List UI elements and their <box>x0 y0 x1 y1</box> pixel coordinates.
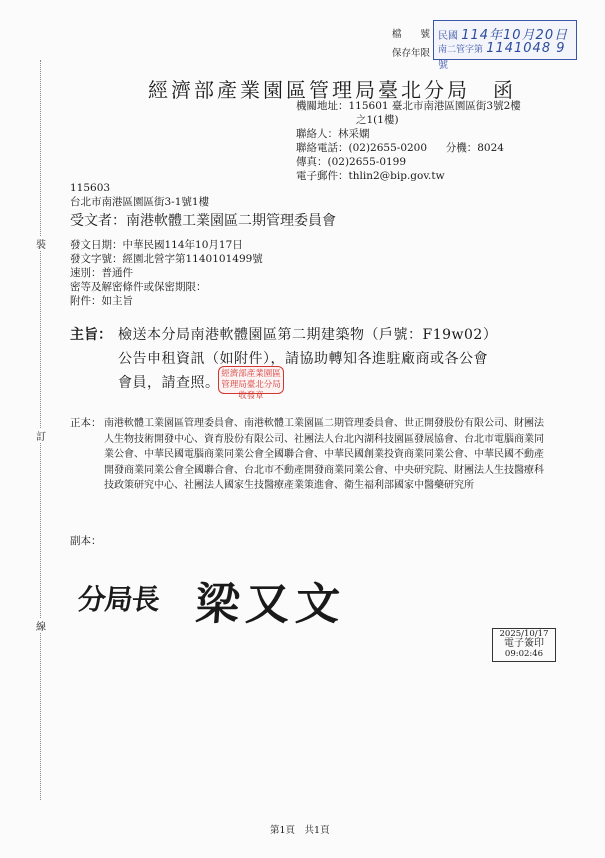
e-seal-label: 電子簽印 <box>504 638 544 649</box>
receipt-suffix: 號 <box>438 60 448 71</box>
ext-label: 分機： <box>445 142 478 154</box>
ext-value: 8024 <box>477 142 504 154</box>
secrecy-label: 密等及解密條件或保密期限： <box>70 281 207 293</box>
cc-recipients: 南港軟體工業園區管理委員會、南港軟體工業園區二期管理委員會、世正開發股份有限公司、財團法人生物技術開發中心、資育股份有限公司、社團法人台北內湖科技園區發展協會、台北市電腦商業同業公會、中華民國電腦商業同業公會全國聯合會、中華民國創業投資商業同業公會、中華民國不動產開發商業同業公會全國聯合會、台北市不動產開發商業同業公會、中央研究院、財團法人生技醫療科技政策研究中心、社團法人國家生技醫療產業策進會、衛生福利部國家中醫藥研究所 <box>104 418 544 491</box>
issue-date <box>70 238 243 253</box>
document-number <box>70 252 263 267</box>
address-line2: 之1(1樓) <box>356 114 399 126</box>
secrecy-level <box>70 280 207 295</box>
phone-value: (02)2655-0200 <box>348 142 428 154</box>
phone-label: 聯絡電話： <box>296 142 349 154</box>
document-number-value: 經園北營字第1140101499號 <box>122 253 263 265</box>
address-line1: 115601 臺北市南港區園區街3號2樓 <box>348 100 521 112</box>
file-number-label: 檔 號 <box>392 29 431 40</box>
e-seal-date: 2025/10/17 <box>499 629 549 639</box>
contact-label: 聯絡人： <box>296 128 338 140</box>
recipient-postcode: 115603 <box>70 182 111 194</box>
email-value: thlin2@bip.gov.tw <box>348 170 445 182</box>
margin-mark-staple: 訂 <box>36 428 46 443</box>
contact-name: 林采嫻 <box>338 128 370 140</box>
recipient: 受文者：南港軟體工業園區二期管理委員會 <box>70 213 336 229</box>
email-label: 電子郵件： <box>296 170 349 182</box>
retention-label: 保存年限 <box>392 48 431 59</box>
issue-date-value: 中華民國114年10月17日 <box>122 239 243 251</box>
recipient-address: 台北市南港區園區街3-1號1樓 <box>70 196 210 208</box>
attachment-label: 附件： <box>70 295 102 307</box>
signature-name: 梁又文 <box>193 579 348 630</box>
receipt-era: 民國 <box>438 31 458 42</box>
electronic-seal <box>492 628 556 662</box>
receipt-number: 1141048 9 <box>486 41 566 56</box>
issue-date-label: 發文日期： <box>70 239 123 251</box>
margin-mark-bind: 裝 <box>36 236 46 251</box>
subject-line-3: 會員，請查照。 <box>118 375 220 391</box>
contact-phone <box>296 141 504 156</box>
signature-title: 分局長 <box>76 583 161 616</box>
receipt-office: 南二管字第 <box>438 45 484 55</box>
email <box>296 169 445 184</box>
address-label: 機關地址： <box>296 100 349 112</box>
subject-line-2: 公告申租資訊（如附件），請協助轉知各進駐廠商或各公會 <box>118 351 488 367</box>
document-title: 經濟部產業園區管理局臺北分局 函 <box>148 78 516 102</box>
attachment-value: 如主旨 <box>101 295 133 307</box>
receipt-date: 114年10月20日 <box>461 28 569 43</box>
attachment <box>70 294 133 309</box>
subject-label: 主旨： <box>70 327 112 343</box>
fax-label: 傳真： <box>296 156 328 168</box>
fax <box>296 155 406 170</box>
cc-label: 正本： <box>70 417 102 429</box>
delivery-speed <box>70 266 133 281</box>
page-number: 第1頁 共1頁 <box>270 825 330 836</box>
speed-value: 普通件 <box>101 267 133 279</box>
document-number-label: 發文字號： <box>70 253 123 265</box>
copy-label: 副本： <box>70 535 102 547</box>
margin-mark-line: 線 <box>36 618 46 633</box>
agency-address <box>296 99 521 114</box>
contact-person <box>296 127 370 142</box>
fax-value: (02)2655-0199 <box>327 156 407 168</box>
e-seal-time: 09:02:46 <box>504 649 544 659</box>
office-receipt-seal: 經濟部產業園區管理局臺北分局收發章 <box>218 366 284 394</box>
receipt-stamp <box>433 20 577 71</box>
subject-line-1: 檢送本分局南港軟體園區第二期建築物（戶號：F19w02） <box>118 327 498 343</box>
speed-label: 速別： <box>70 267 102 279</box>
